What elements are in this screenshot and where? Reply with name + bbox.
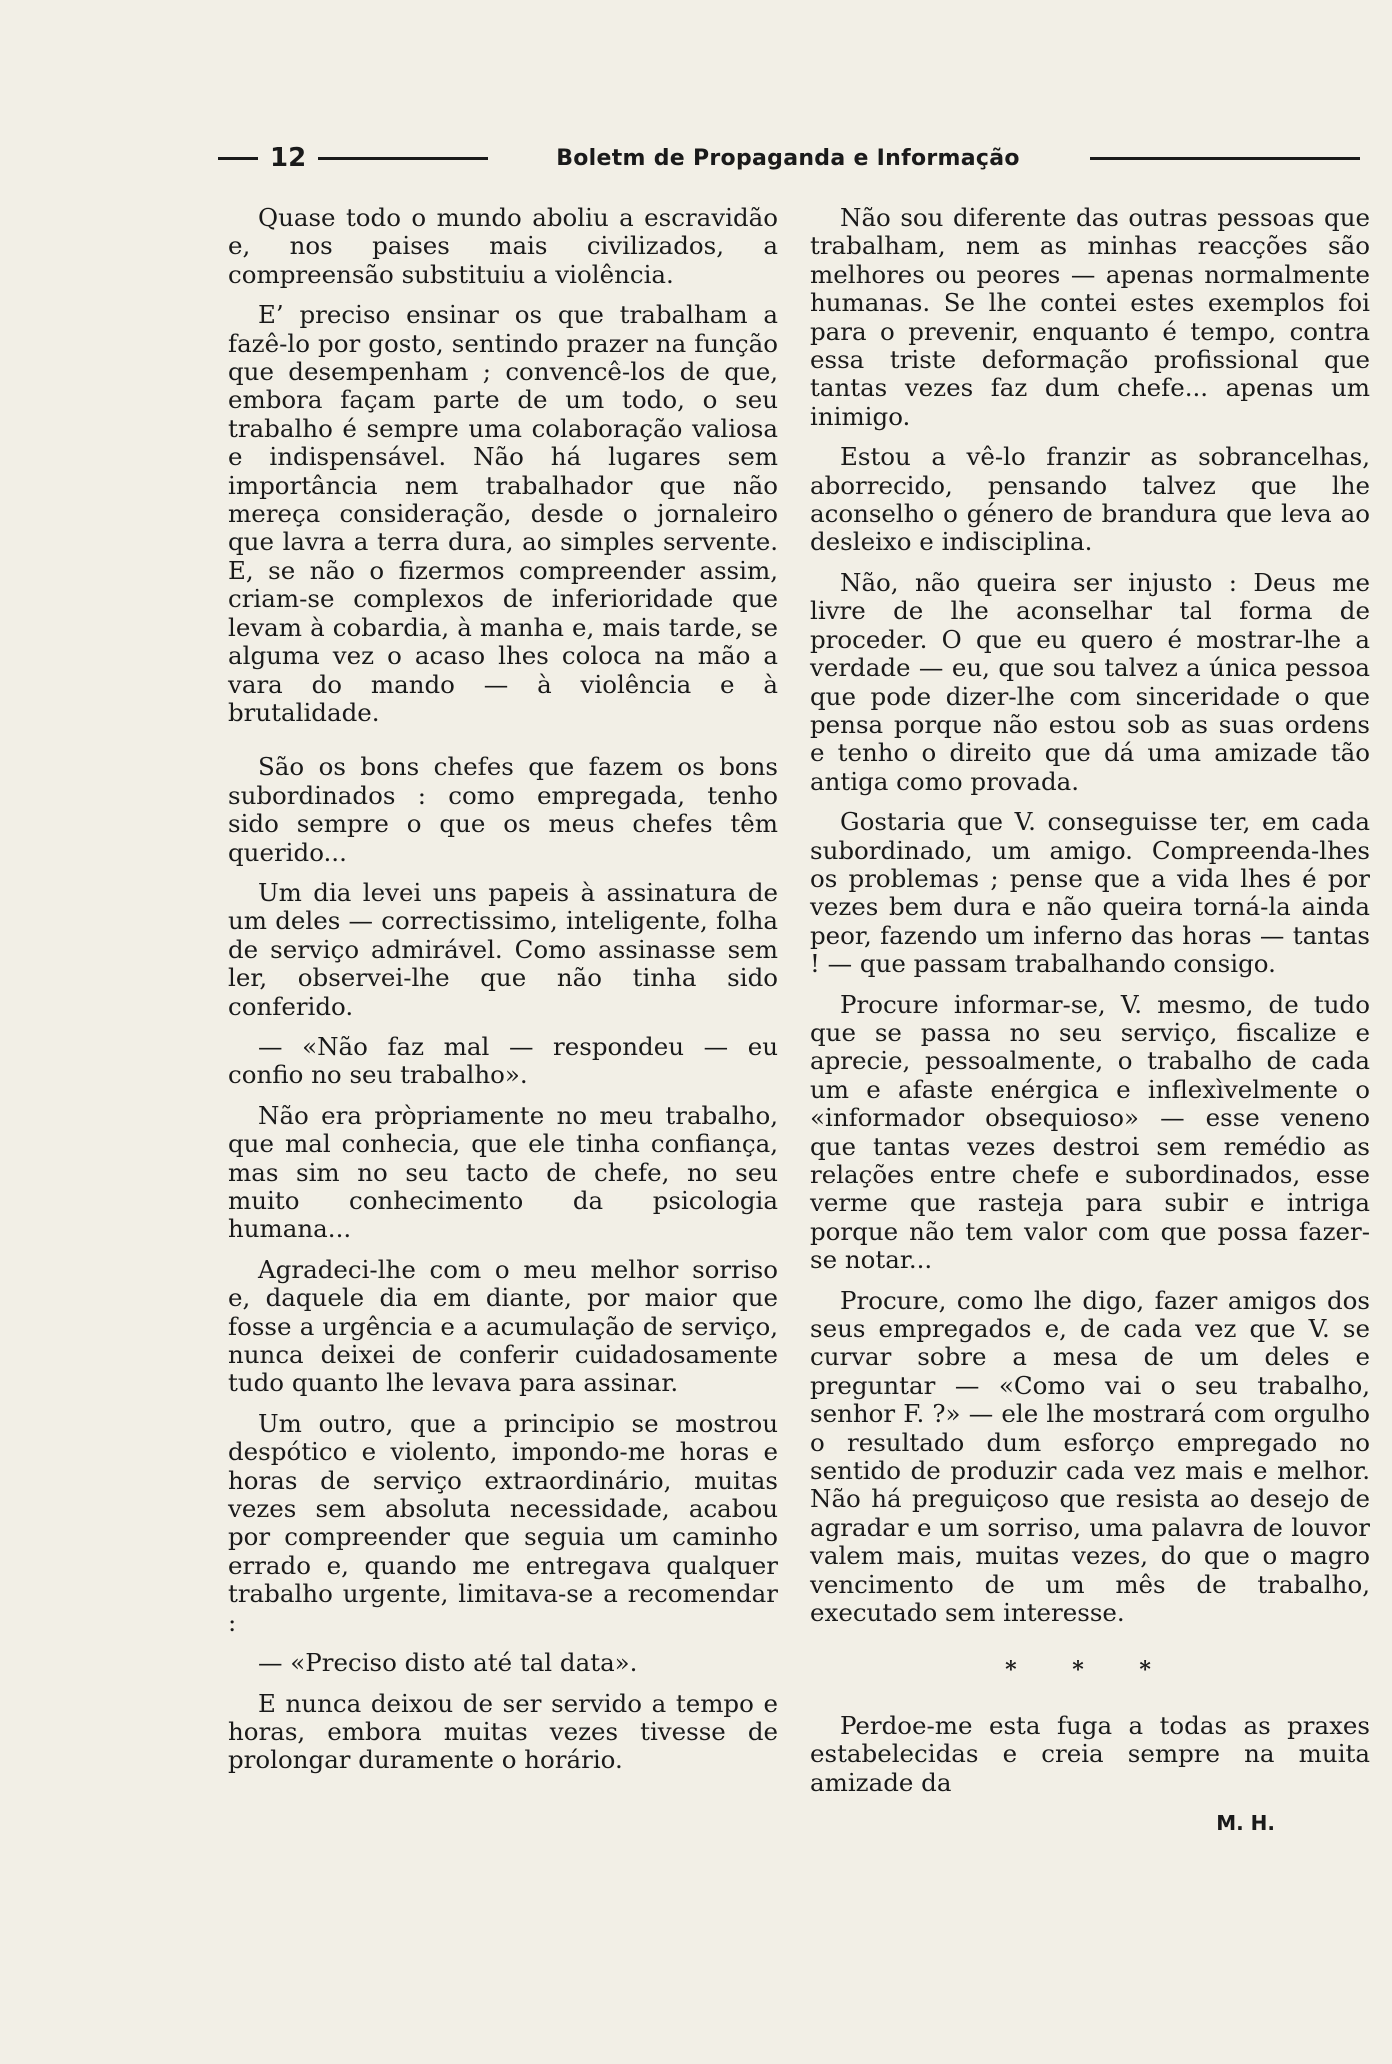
paragraph: Não sou diferente das outras pessoas que trabalham, nem as minhas reacções são melhores ou peores — apenas normalmente humanas. Se lhe contei estes exemplos foi para o prevenir, enquanto é tempo, contra essa triste deformação profissional que tantas vezes faz dum chefe... apenas um inimigo. <box>810 203 1370 431</box>
page-header <box>218 138 1360 178</box>
page-number: 12 <box>270 143 307 173</box>
signature: M. H. <box>1216 1811 1275 1836</box>
paragraph: E’ preciso ensinar os que trabalham a fazê-lo por gosto, sentindo prazer na função que desempenham ; convencê-los de que, embora façam parte de um todo, o seu trabalho é sempre uma colaboração valiosa e indispensável. Não há lugares sem importância nem trabalhador que não mereça consideração, desde o jornaleiro que lavra a terra dura, ao simples servente. E, se não o fizermos compreender assim, criam-se complexos de inferioridade que levam à cobardia, à manha e, mais tarde, se alguma vez o acaso lhes coloca na mão a vara do mando — à violência e à brutalidade. <box>228 300 778 727</box>
paragraph: E nunca deixou de ser servido a tempo e horas, embora muitas vezes tivesse de prolongar duramente o horário. <box>228 1688 778 1775</box>
paragraph: Não, não queira ser injusto : Deus me livre de lhe aconselhar tal forma de proceder. O que eu quero é mostrar-lhe a verdade — eu, que sou talvez a única pessoa que pode dizer-lhe com sinceridade o que pensa porque não estou sob as suas ordens e tenho o direito que dá uma amizade tão antiga como provada. <box>810 567 1370 796</box>
paragraph: Um outro, que a principio se mostrou despótico e violento, impondo-me horas e horas de serviço extraordinário, muitas vezes sem absoluta necessidade, acabou por compreender que seguia um caminho errado e, quando me entregava qualquer trabalho urgente, limitava-se a recomendar : <box>228 1408 778 1637</box>
paragraph: — «Não faz mal — respondeu — eu confio no seu trabalho». <box>228 1031 778 1090</box>
header-rule-middle <box>318 157 488 160</box>
paragraph: São os bons chefes que fazem os bons subordinados : como empregada, tenho sido sempre o que os meus chefes têm querido... <box>228 752 778 867</box>
paragraph: Estou a vê-lo franzir as sobrancelhas, aborrecido, pensando talvez que lhe aconselho o género de brandura que leva ao desleixo e indisciplina. <box>810 442 1370 557</box>
section-separator: * * * <box>1005 1656 1175 1683</box>
paragraph: Gostaria que V. conseguisse ter, em cada subordinado, um amigo. Compreenda-lhes os problemas ; pense que a vida lhes é por vezes bem dura e não queira torná-la ainda peor, fazendo um inferno das horas — tantas ! — que passam trabalhando consigo. <box>810 807 1370 979</box>
paragraph: Procure, como lhe digo, fazer amigos dos seus empregados e, de cada vez que V. se curvar sobre a mesa de um deles e preguntar — «Como vai o seu trabalho, senhor F. ?» — ele lhe mostrará com orgulho o resultado dum esforço empregado no sentido de produzir cada vez mais e melhor. Não há preguiçoso que resista ao desejo de agradar e um sorriso, uma palavra de louvor valem mais, muitas vezes, do que o magro vencimento de um mês de trabalho, executado sem interesse. <box>810 1285 1370 1628</box>
paragraph: Um dia levei uns papeis à assinatura de um deles — correctissimo, inteligente, folha de serviço admirável. Como assinasse sem ler, observei-lhe que não tinha sido conferido. <box>228 877 778 1021</box>
right-column <box>810 204 1370 1838</box>
publication-title: Boletm de Propaganda e Informação <box>556 145 1020 171</box>
closing-paragraph: Perdoe-me esta fuga a todas as praxes estabelecidas e creia sempre na muita amizade da <box>810 1710 1370 1797</box>
paragraph: Quase todo o mundo aboliu a escravidão e, nos paises mais civilizados, a compreensão substituiu a violência. <box>228 203 778 289</box>
left-column <box>228 204 778 1787</box>
header-rule-right <box>1090 157 1360 160</box>
paragraph: Agradeci-lhe com o meu melhor sorriso e, daquele dia em diante, por maior que fosse a urgência e a acumulação de serviço, nunca deixei de conferir cuidadosamente tudo quanto lhe levava para assinar. <box>228 1254 778 1398</box>
header-rule-left <box>218 157 258 160</box>
paragraph: Não era pròpriamente no meu trabalho, que mal conhecia, que ele tinha confiança, mas sim no seu tacto de chefe, no seu muito conhecimento da psicologia humana... <box>228 1100 778 1244</box>
paragraph: Procure informar-se, V. mesmo, de tudo que se passa no seu serviço, fiscalize e aprecie, pessoalmente, o trabalho de cada um e afaste enérgica e inflexìvelmente o «informador obsequioso» — esse veneno que tantas vezes destroi sem remédio as relações entre chefe e subordinados, esse verme que rasteja para subir e intriga porque não tem valor com que possa fazer-se notar... <box>810 989 1370 1275</box>
paragraph: — «Preciso disto até tal data». <box>258 1648 638 1678</box>
